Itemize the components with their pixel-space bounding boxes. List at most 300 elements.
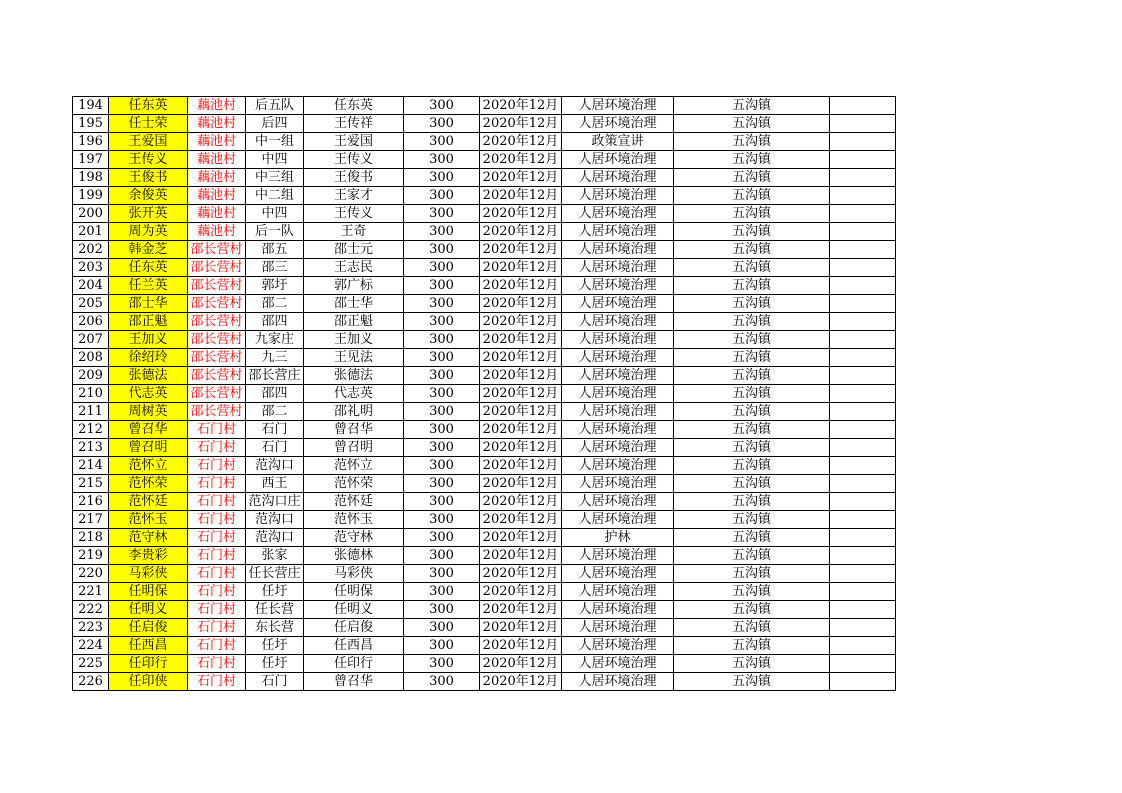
village-cell[interactable]: 藕池村 (188, 97, 246, 115)
town-cell[interactable]: 五沟镇 (674, 169, 830, 187)
remark-cell[interactable] (830, 529, 896, 547)
payee-cell[interactable]: 王志民 (304, 259, 404, 277)
town-cell[interactable]: 五沟镇 (674, 493, 830, 511)
town-cell[interactable]: 五沟镇 (674, 187, 830, 205)
date-cell[interactable]: 2020年12月 (480, 151, 562, 169)
remark-cell[interactable] (830, 385, 896, 403)
village-cell[interactable]: 藕池村 (188, 133, 246, 151)
village-cell[interactable]: 石门村 (188, 511, 246, 529)
group-cell[interactable]: 范沟口庄 (246, 493, 304, 511)
row-number-cell[interactable]: 198 (73, 169, 109, 187)
date-cell[interactable]: 2020年12月 (480, 511, 562, 529)
date-cell[interactable]: 2020年12月 (480, 493, 562, 511)
town-cell[interactable]: 五沟镇 (674, 259, 830, 277)
date-cell[interactable]: 2020年12月 (480, 403, 562, 421)
remark-cell[interactable] (830, 421, 896, 439)
row-number-cell[interactable]: 196 (73, 133, 109, 151)
village-cell[interactable]: 藕池村 (188, 115, 246, 133)
group-cell[interactable]: 后一队 (246, 223, 304, 241)
date-cell[interactable]: 2020年12月 (480, 349, 562, 367)
payee-cell[interactable]: 王爱国 (304, 133, 404, 151)
group-cell[interactable]: 东长营 (246, 619, 304, 637)
group-cell[interactable]: 邵二 (246, 403, 304, 421)
row-number-cell[interactable]: 225 (73, 655, 109, 673)
row-number-cell[interactable]: 203 (73, 259, 109, 277)
amount-cell[interactable]: 300 (404, 403, 480, 421)
date-cell[interactable]: 2020年12月 (480, 277, 562, 295)
payee-cell[interactable]: 曾召明 (304, 439, 404, 457)
name-cell[interactable]: 任明义 (109, 601, 188, 619)
village-cell[interactable]: 石门村 (188, 475, 246, 493)
name-cell[interactable]: 曾召明 (109, 439, 188, 457)
row-number-cell[interactable]: 216 (73, 493, 109, 511)
amount-cell[interactable]: 300 (404, 421, 480, 439)
amount-cell[interactable]: 300 (404, 223, 480, 241)
remark-cell[interactable] (830, 457, 896, 475)
row-number-cell[interactable]: 200 (73, 205, 109, 223)
village-cell[interactable]: 石门村 (188, 583, 246, 601)
date-cell[interactable]: 2020年12月 (480, 475, 562, 493)
row-number-cell[interactable]: 220 (73, 565, 109, 583)
payee-cell[interactable]: 任启俊 (304, 619, 404, 637)
town-cell[interactable]: 五沟镇 (674, 115, 830, 133)
town-cell[interactable]: 五沟镇 (674, 313, 830, 331)
row-number-cell[interactable]: 201 (73, 223, 109, 241)
payee-cell[interactable]: 范怀玉 (304, 511, 404, 529)
group-cell[interactable]: 范沟口 (246, 529, 304, 547)
row-number-cell[interactable]: 217 (73, 511, 109, 529)
job-cell[interactable]: 人居环境治理 (562, 637, 674, 655)
job-cell[interactable]: 人居环境治理 (562, 547, 674, 565)
village-cell[interactable]: 邵长营村 (188, 277, 246, 295)
amount-cell[interactable]: 300 (404, 277, 480, 295)
row-number-cell[interactable]: 195 (73, 115, 109, 133)
date-cell[interactable]: 2020年12月 (480, 601, 562, 619)
job-cell[interactable]: 人居环境治理 (562, 583, 674, 601)
row-number-cell[interactable]: 205 (73, 295, 109, 313)
name-cell[interactable]: 任东英 (109, 97, 188, 115)
payee-cell[interactable]: 王家才 (304, 187, 404, 205)
amount-cell[interactable]: 300 (404, 241, 480, 259)
job-cell[interactable]: 人居环境治理 (562, 115, 674, 133)
town-cell[interactable]: 五沟镇 (674, 205, 830, 223)
name-cell[interactable]: 任明保 (109, 583, 188, 601)
group-cell[interactable]: 九三 (246, 349, 304, 367)
job-cell[interactable]: 人居环境治理 (562, 331, 674, 349)
date-cell[interactable]: 2020年12月 (480, 457, 562, 475)
amount-cell[interactable]: 300 (404, 259, 480, 277)
village-cell[interactable]: 邵长营村 (188, 367, 246, 385)
remark-cell[interactable] (830, 367, 896, 385)
village-cell[interactable]: 邵长营村 (188, 385, 246, 403)
town-cell[interactable]: 五沟镇 (674, 583, 830, 601)
name-cell[interactable]: 邵士华 (109, 295, 188, 313)
remark-cell[interactable] (830, 205, 896, 223)
remark-cell[interactable] (830, 259, 896, 277)
group-cell[interactable]: 张家 (246, 547, 304, 565)
name-cell[interactable]: 范怀廷 (109, 493, 188, 511)
date-cell[interactable]: 2020年12月 (480, 655, 562, 673)
row-number-cell[interactable]: 199 (73, 187, 109, 205)
name-cell[interactable]: 徐绍玲 (109, 349, 188, 367)
name-cell[interactable]: 王加义 (109, 331, 188, 349)
name-cell[interactable]: 任东英 (109, 259, 188, 277)
name-cell[interactable]: 邵正魁 (109, 313, 188, 331)
date-cell[interactable]: 2020年12月 (480, 115, 562, 133)
remark-cell[interactable] (830, 331, 896, 349)
amount-cell[interactable]: 300 (404, 601, 480, 619)
row-number-cell[interactable]: 224 (73, 637, 109, 655)
group-cell[interactable]: 邵长营庄 (246, 367, 304, 385)
amount-cell[interactable]: 300 (404, 115, 480, 133)
name-cell[interactable]: 李贵彩 (109, 547, 188, 565)
row-number-cell[interactable]: 206 (73, 313, 109, 331)
remark-cell[interactable] (830, 241, 896, 259)
payee-cell[interactable]: 王传义 (304, 151, 404, 169)
job-cell[interactable]: 人居环境治理 (562, 223, 674, 241)
job-cell[interactable]: 人居环境治理 (562, 619, 674, 637)
group-cell[interactable]: 后五队 (246, 97, 304, 115)
group-cell[interactable]: 石门 (246, 421, 304, 439)
amount-cell[interactable]: 300 (404, 547, 480, 565)
town-cell[interactable]: 五沟镇 (674, 223, 830, 241)
group-cell[interactable]: 任圩 (246, 637, 304, 655)
remark-cell[interactable] (830, 115, 896, 133)
row-number-cell[interactable]: 202 (73, 241, 109, 259)
amount-cell[interactable]: 300 (404, 331, 480, 349)
village-cell[interactable]: 邵长营村 (188, 313, 246, 331)
row-number-cell[interactable]: 213 (73, 439, 109, 457)
town-cell[interactable]: 五沟镇 (674, 151, 830, 169)
name-cell[interactable]: 王俊书 (109, 169, 188, 187)
village-cell[interactable]: 藕池村 (188, 169, 246, 187)
amount-cell[interactable]: 300 (404, 511, 480, 529)
name-cell[interactable]: 任兰英 (109, 277, 188, 295)
name-cell[interactable]: 王爱国 (109, 133, 188, 151)
village-cell[interactable]: 石门村 (188, 421, 246, 439)
row-number-cell[interactable]: 214 (73, 457, 109, 475)
name-cell[interactable]: 周为英 (109, 223, 188, 241)
date-cell[interactable]: 2020年12月 (480, 583, 562, 601)
date-cell[interactable]: 2020年12月 (480, 673, 562, 691)
village-cell[interactable]: 邵长营村 (188, 403, 246, 421)
date-cell[interactable]: 2020年12月 (480, 385, 562, 403)
town-cell[interactable]: 五沟镇 (674, 133, 830, 151)
group-cell[interactable]: 郭圩 (246, 277, 304, 295)
amount-cell[interactable]: 300 (404, 457, 480, 475)
date-cell[interactable]: 2020年12月 (480, 187, 562, 205)
name-cell[interactable]: 范守林 (109, 529, 188, 547)
payee-cell[interactable]: 曾召华 (304, 673, 404, 691)
amount-cell[interactable]: 300 (404, 187, 480, 205)
group-cell[interactable]: 邵三 (246, 259, 304, 277)
amount-cell[interactable]: 300 (404, 439, 480, 457)
remark-cell[interactable] (830, 565, 896, 583)
amount-cell[interactable]: 300 (404, 385, 480, 403)
date-cell[interactable]: 2020年12月 (480, 421, 562, 439)
name-cell[interactable]: 王传义 (109, 151, 188, 169)
row-number-cell[interactable]: 211 (73, 403, 109, 421)
amount-cell[interactable]: 300 (404, 673, 480, 691)
town-cell[interactable]: 五沟镇 (674, 403, 830, 421)
job-cell[interactable]: 人居环境治理 (562, 493, 674, 511)
job-cell[interactable]: 人居环境治理 (562, 259, 674, 277)
job-cell[interactable]: 人居环境治理 (562, 673, 674, 691)
payee-cell[interactable]: 邵正魁 (304, 313, 404, 331)
date-cell[interactable]: 2020年12月 (480, 367, 562, 385)
remark-cell[interactable] (830, 655, 896, 673)
remark-cell[interactable] (830, 511, 896, 529)
group-cell[interactable]: 九家庄 (246, 331, 304, 349)
job-cell[interactable]: 人居环境治理 (562, 295, 674, 313)
job-cell[interactable]: 人居环境治理 (562, 187, 674, 205)
remark-cell[interactable] (830, 97, 896, 115)
row-number-cell[interactable]: 219 (73, 547, 109, 565)
payee-cell[interactable]: 王传祥 (304, 115, 404, 133)
remark-cell[interactable] (830, 313, 896, 331)
amount-cell[interactable]: 300 (404, 313, 480, 331)
payee-cell[interactable]: 张德林 (304, 547, 404, 565)
town-cell[interactable]: 五沟镇 (674, 277, 830, 295)
payee-cell[interactable]: 范怀立 (304, 457, 404, 475)
job-cell[interactable]: 护林 (562, 529, 674, 547)
date-cell[interactable]: 2020年12月 (480, 169, 562, 187)
job-cell[interactable]: 人居环境治理 (562, 367, 674, 385)
town-cell[interactable]: 五沟镇 (674, 655, 830, 673)
village-cell[interactable]: 石门村 (188, 457, 246, 475)
row-number-cell[interactable]: 209 (73, 367, 109, 385)
date-cell[interactable]: 2020年12月 (480, 637, 562, 655)
town-cell[interactable]: 五沟镇 (674, 421, 830, 439)
group-cell[interactable]: 中二组 (246, 187, 304, 205)
job-cell[interactable]: 人居环境治理 (562, 511, 674, 529)
job-cell[interactable]: 人居环境治理 (562, 97, 674, 115)
amount-cell[interactable]: 300 (404, 619, 480, 637)
job-cell[interactable]: 人居环境治理 (562, 169, 674, 187)
name-cell[interactable]: 张开英 (109, 205, 188, 223)
group-cell[interactable]: 石门 (246, 673, 304, 691)
town-cell[interactable]: 五沟镇 (674, 439, 830, 457)
village-cell[interactable]: 石门村 (188, 637, 246, 655)
amount-cell[interactable]: 300 (404, 97, 480, 115)
date-cell[interactable]: 2020年12月 (480, 97, 562, 115)
group-cell[interactable]: 邵四 (246, 385, 304, 403)
village-cell[interactable]: 藕池村 (188, 151, 246, 169)
remark-cell[interactable] (830, 475, 896, 493)
town-cell[interactable]: 五沟镇 (674, 349, 830, 367)
remark-cell[interactable] (830, 133, 896, 151)
remark-cell[interactable] (830, 547, 896, 565)
job-cell[interactable]: 人居环境治理 (562, 385, 674, 403)
group-cell[interactable]: 任长营庄 (246, 565, 304, 583)
row-number-cell[interactable]: 226 (73, 673, 109, 691)
town-cell[interactable]: 五沟镇 (674, 673, 830, 691)
row-number-cell[interactable]: 215 (73, 475, 109, 493)
row-number-cell[interactable]: 207 (73, 331, 109, 349)
date-cell[interactable]: 2020年12月 (480, 529, 562, 547)
amount-cell[interactable]: 300 (404, 493, 480, 511)
payee-cell[interactable]: 王传义 (304, 205, 404, 223)
town-cell[interactable]: 五沟镇 (674, 97, 830, 115)
payee-cell[interactable]: 邵士元 (304, 241, 404, 259)
remark-cell[interactable] (830, 223, 896, 241)
amount-cell[interactable]: 300 (404, 205, 480, 223)
village-cell[interactable]: 石门村 (188, 619, 246, 637)
amount-cell[interactable]: 300 (404, 475, 480, 493)
group-cell[interactable]: 范沟口 (246, 457, 304, 475)
payee-cell[interactable]: 王加义 (304, 331, 404, 349)
village-cell[interactable]: 邵长营村 (188, 241, 246, 259)
row-number-cell[interactable]: 223 (73, 619, 109, 637)
remark-cell[interactable] (830, 601, 896, 619)
town-cell[interactable]: 五沟镇 (674, 637, 830, 655)
name-cell[interactable]: 代志英 (109, 385, 188, 403)
job-cell[interactable]: 政策宣讲 (562, 133, 674, 151)
job-cell[interactable]: 人居环境治理 (562, 205, 674, 223)
job-cell[interactable]: 人居环境治理 (562, 349, 674, 367)
row-number-cell[interactable]: 222 (73, 601, 109, 619)
town-cell[interactable]: 五沟镇 (674, 475, 830, 493)
village-cell[interactable]: 藕池村 (188, 223, 246, 241)
remark-cell[interactable] (830, 619, 896, 637)
village-cell[interactable]: 邵长营村 (188, 349, 246, 367)
remark-cell[interactable] (830, 439, 896, 457)
group-cell[interactable]: 西王 (246, 475, 304, 493)
village-cell[interactable]: 石门村 (188, 493, 246, 511)
remark-cell[interactable] (830, 187, 896, 205)
remark-cell[interactable] (830, 151, 896, 169)
name-cell[interactable]: 马彩侠 (109, 565, 188, 583)
village-cell[interactable]: 石门村 (188, 547, 246, 565)
town-cell[interactable]: 五沟镇 (674, 295, 830, 313)
amount-cell[interactable]: 300 (404, 565, 480, 583)
name-cell[interactable]: 张德法 (109, 367, 188, 385)
group-cell[interactable]: 中三组 (246, 169, 304, 187)
row-number-cell[interactable]: 208 (73, 349, 109, 367)
payee-cell[interactable]: 任明保 (304, 583, 404, 601)
amount-cell[interactable]: 300 (404, 583, 480, 601)
row-number-cell[interactable]: 194 (73, 97, 109, 115)
remark-cell[interactable] (830, 349, 896, 367)
village-cell[interactable]: 邵长营村 (188, 259, 246, 277)
village-cell[interactable]: 石门村 (188, 601, 246, 619)
row-number-cell[interactable]: 212 (73, 421, 109, 439)
job-cell[interactable]: 人居环境治理 (562, 151, 674, 169)
job-cell[interactable]: 人居环境治理 (562, 601, 674, 619)
payee-cell[interactable]: 任西昌 (304, 637, 404, 655)
payee-cell[interactable]: 王奇 (304, 223, 404, 241)
name-cell[interactable]: 任印行 (109, 655, 188, 673)
job-cell[interactable]: 人居环境治理 (562, 439, 674, 457)
town-cell[interactable]: 五沟镇 (674, 331, 830, 349)
name-cell[interactable]: 范怀玉 (109, 511, 188, 529)
name-cell[interactable]: 韩金芝 (109, 241, 188, 259)
village-cell[interactable]: 石门村 (188, 655, 246, 673)
job-cell[interactable]: 人居环境治理 (562, 421, 674, 439)
name-cell[interactable]: 范怀荣 (109, 475, 188, 493)
town-cell[interactable]: 五沟镇 (674, 565, 830, 583)
group-cell[interactable]: 后四 (246, 115, 304, 133)
amount-cell[interactable]: 300 (404, 151, 480, 169)
payee-cell[interactable]: 马彩侠 (304, 565, 404, 583)
village-cell[interactable]: 石门村 (188, 565, 246, 583)
payee-cell[interactable]: 范守林 (304, 529, 404, 547)
amount-cell[interactable]: 300 (404, 295, 480, 313)
amount-cell[interactable]: 300 (404, 133, 480, 151)
name-cell[interactable]: 余俊英 (109, 187, 188, 205)
village-cell[interactable]: 石门村 (188, 439, 246, 457)
town-cell[interactable]: 五沟镇 (674, 511, 830, 529)
name-cell[interactable]: 范怀立 (109, 457, 188, 475)
job-cell[interactable]: 人居环境治理 (562, 475, 674, 493)
date-cell[interactable]: 2020年12月 (480, 565, 562, 583)
village-cell[interactable]: 藕池村 (188, 187, 246, 205)
job-cell[interactable]: 人居环境治理 (562, 655, 674, 673)
date-cell[interactable]: 2020年12月 (480, 331, 562, 349)
remark-cell[interactable] (830, 403, 896, 421)
row-number-cell[interactable]: 221 (73, 583, 109, 601)
amount-cell[interactable]: 300 (404, 655, 480, 673)
village-cell[interactable]: 石门村 (188, 529, 246, 547)
amount-cell[interactable]: 300 (404, 349, 480, 367)
group-cell[interactable]: 邵四 (246, 313, 304, 331)
group-cell[interactable]: 任长营 (246, 601, 304, 619)
date-cell[interactable]: 2020年12月 (480, 313, 562, 331)
date-cell[interactable]: 2020年12月 (480, 547, 562, 565)
town-cell[interactable]: 五沟镇 (674, 367, 830, 385)
remark-cell[interactable] (830, 277, 896, 295)
group-cell[interactable]: 中四 (246, 151, 304, 169)
payee-cell[interactable]: 邵士华 (304, 295, 404, 313)
amount-cell[interactable]: 300 (404, 169, 480, 187)
row-number-cell[interactable]: 218 (73, 529, 109, 547)
group-cell[interactable]: 任圩 (246, 655, 304, 673)
town-cell[interactable]: 五沟镇 (674, 241, 830, 259)
town-cell[interactable]: 五沟镇 (674, 601, 830, 619)
group-cell[interactable]: 石门 (246, 439, 304, 457)
job-cell[interactable]: 人居环境治理 (562, 313, 674, 331)
job-cell[interactable]: 人居环境治理 (562, 565, 674, 583)
name-cell[interactable]: 任士荣 (109, 115, 188, 133)
group-cell[interactable]: 任圩 (246, 583, 304, 601)
payee-cell[interactable]: 郭广标 (304, 277, 404, 295)
remark-cell[interactable] (830, 583, 896, 601)
remark-cell[interactable] (830, 493, 896, 511)
job-cell[interactable]: 人居环境治理 (562, 403, 674, 421)
group-cell[interactable]: 邵五 (246, 241, 304, 259)
row-number-cell[interactable]: 204 (73, 277, 109, 295)
payee-cell[interactable]: 任明义 (304, 601, 404, 619)
village-cell[interactable]: 藕池村 (188, 205, 246, 223)
remark-cell[interactable] (830, 169, 896, 187)
town-cell[interactable]: 五沟镇 (674, 529, 830, 547)
payee-cell[interactable]: 曾召华 (304, 421, 404, 439)
date-cell[interactable]: 2020年12月 (480, 241, 562, 259)
town-cell[interactable]: 五沟镇 (674, 547, 830, 565)
amount-cell[interactable]: 300 (404, 637, 480, 655)
village-cell[interactable]: 邵长营村 (188, 295, 246, 313)
name-cell[interactable]: 任印侠 (109, 673, 188, 691)
town-cell[interactable]: 五沟镇 (674, 385, 830, 403)
job-cell[interactable]: 人居环境治理 (562, 241, 674, 259)
village-cell[interactable]: 邵长营村 (188, 331, 246, 349)
remark-cell[interactable] (830, 673, 896, 691)
group-cell[interactable]: 范沟口 (246, 511, 304, 529)
payee-cell[interactable]: 张德法 (304, 367, 404, 385)
amount-cell[interactable]: 300 (404, 529, 480, 547)
job-cell[interactable]: 人居环境治理 (562, 277, 674, 295)
payee-cell[interactable]: 王俊书 (304, 169, 404, 187)
